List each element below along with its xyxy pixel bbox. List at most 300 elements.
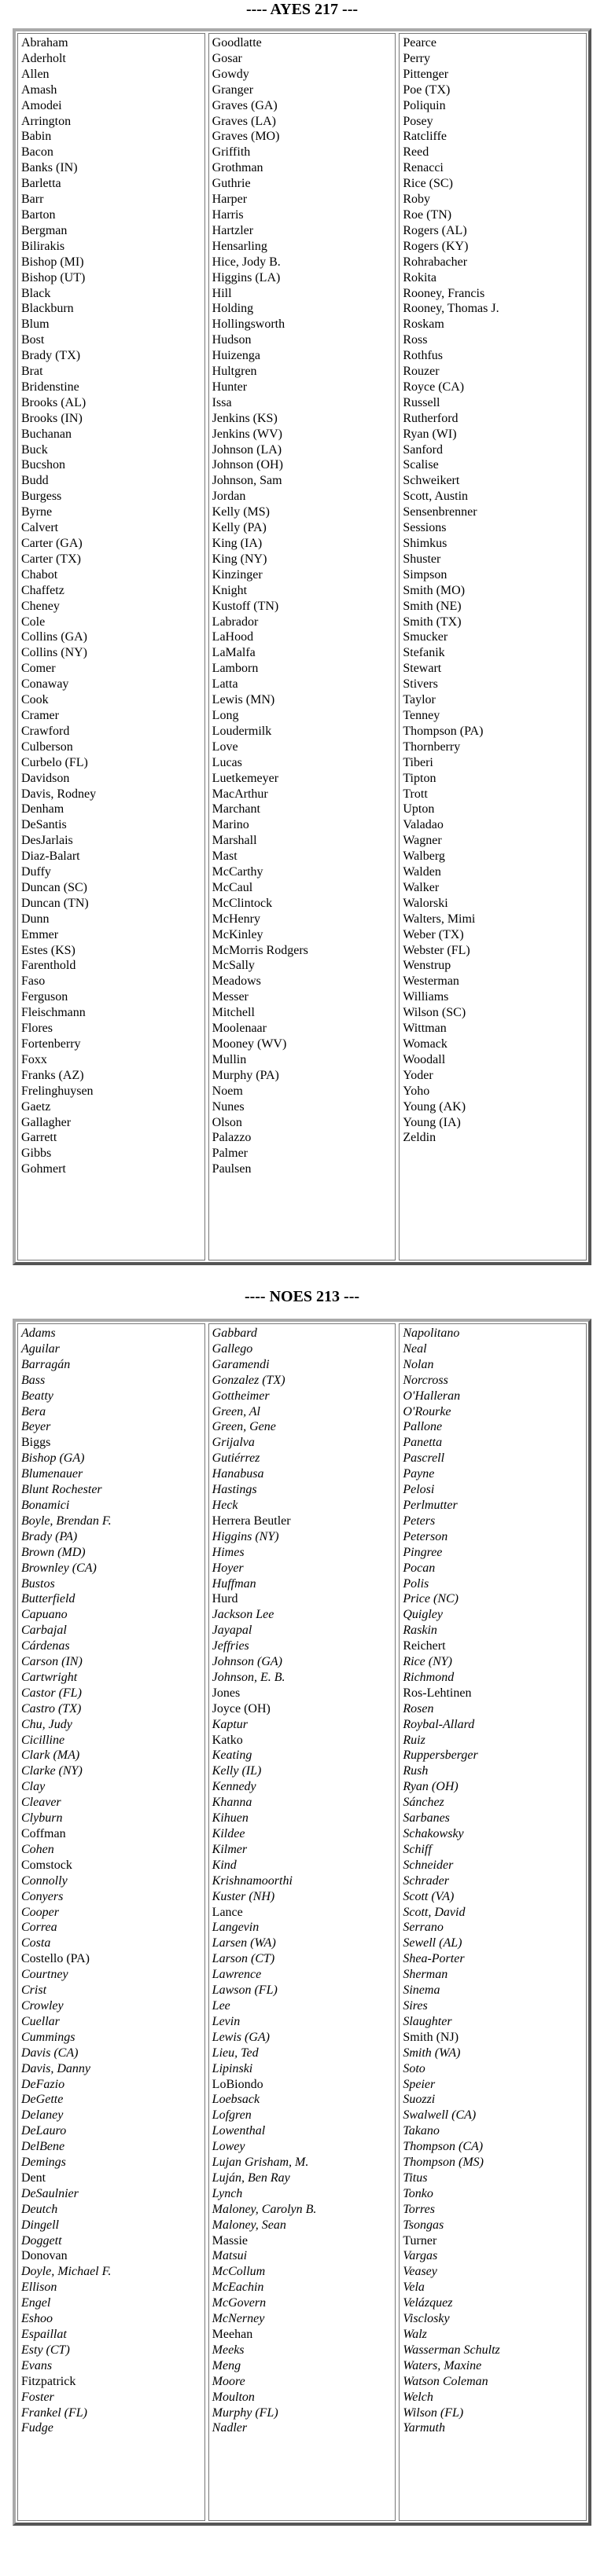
member-name: Brat: [21, 365, 43, 379]
member-name: Kuster (NH): [212, 1889, 275, 1903]
member-name: Khanna: [212, 1796, 252, 1810]
member-name: Luetkemeyer: [212, 771, 279, 785]
member-name: Guthrie: [212, 177, 251, 191]
member-name: Buchanan: [21, 427, 72, 441]
member-name: Schiff: [403, 1842, 432, 1856]
member-name: Blunt Rochester: [21, 1483, 102, 1497]
member-name: Granger: [212, 83, 254, 97]
member-name: Shuster: [403, 552, 441, 566]
member-name: Bacon: [21, 145, 53, 160]
member-name: Waters, Maxine: [403, 2358, 482, 2372]
member-name: Goodlatte: [212, 36, 262, 50]
member-name: Trott: [403, 787, 428, 801]
member-name: Estes (KS): [21, 943, 76, 957]
member-name: Weber (TX): [403, 927, 464, 941]
member-name: Kinzinger: [212, 567, 263, 582]
member-name: Graves (MO): [212, 130, 280, 144]
member-name: Hastings: [212, 1483, 257, 1497]
member-name: Dunn: [21, 912, 50, 926]
member-name: Marchant: [212, 802, 260, 816]
member-name: Curbelo (FL): [21, 755, 88, 769]
member-name: Titus: [403, 2171, 428, 2185]
member-name: Johnson (GA): [212, 1655, 282, 1669]
member-name: Kilmer: [212, 1842, 248, 1856]
member-name: Cleaver: [21, 1796, 61, 1810]
member-name: Kildee: [212, 1827, 245, 1840]
member-name: Garamendi: [212, 1357, 270, 1371]
member-name: Palazzo: [212, 1131, 252, 1145]
member-name: Tonko: [403, 2186, 433, 2200]
member-name: Coffman: [21, 1827, 66, 1840]
member-name: Bridenstine: [21, 380, 79, 394]
member-name: Taylor: [403, 693, 436, 707]
member-name: Wagner: [403, 834, 442, 848]
member-name: Johnson, E. B.: [212, 1670, 285, 1684]
member-name: Ferguson: [21, 990, 68, 1004]
member-name: Biggs: [21, 1436, 51, 1450]
member-name: Rice (NY): [403, 1655, 452, 1669]
member-name: Shea-Porter: [403, 1952, 465, 1966]
member-name: Pelosi: [403, 1483, 435, 1497]
member-name: Hice, Jody B.: [212, 255, 281, 269]
member-name: Issa: [212, 395, 232, 409]
member-name: Sessions: [403, 521, 447, 535]
member-name: Rice (SC): [403, 177, 453, 191]
member-name: Sanford: [403, 442, 443, 457]
member-name: Carson (IN): [21, 1655, 83, 1669]
member-name: Gaetz: [21, 1099, 51, 1114]
member-name: Abraham: [21, 36, 68, 50]
member-name: Diaz-Balart: [21, 849, 80, 864]
member-name: Valadao: [403, 818, 444, 832]
member-name: Rooney, Francis: [403, 286, 485, 300]
member-name: Pocan: [403, 1561, 436, 1575]
member-name: Lieu, Ted: [212, 2046, 259, 2060]
member-name: Emmer: [21, 927, 59, 941]
member-name: Payne: [403, 1467, 435, 1481]
member-name: Brady (TX): [21, 349, 81, 363]
member-name: Swalwell (CA): [403, 2108, 477, 2123]
member-name: Gosar: [212, 51, 242, 65]
member-name: Hill: [212, 286, 232, 300]
member-name: Wilson (FL): [403, 2405, 464, 2420]
member-name: Rush: [403, 1764, 429, 1778]
member-name: Mullin: [212, 1052, 247, 1066]
member-name: Cárdenas: [21, 1639, 70, 1653]
member-name: Lamborn: [212, 662, 259, 676]
member-name: Cicilline: [21, 1733, 65, 1747]
member-name: Clay: [21, 1780, 46, 1794]
member-name: Ruppersberger: [403, 1749, 478, 1763]
member-name: Thompson (PA): [403, 724, 484, 738]
member-name: Walberg: [403, 849, 445, 864]
member-name: Crowley: [21, 1998, 64, 2013]
member-name: Bucshon: [21, 458, 65, 472]
member-name: Vargas: [403, 2249, 438, 2263]
member-name: Lawrence: [212, 1968, 262, 1982]
member-name: Ratcliffe: [403, 130, 447, 144]
member-name: Brown (MD): [21, 1545, 86, 1559]
member-name: Lujan Grisham, M.: [212, 2156, 309, 2170]
member-name: Williams: [403, 990, 449, 1004]
member-name: Velázquez: [403, 2296, 453, 2310]
member-name: Luján, Ben Ray: [212, 2171, 290, 2185]
member-name: Gottheimer: [212, 1389, 270, 1403]
member-name: Green, Al: [212, 1404, 260, 1418]
member-name: Cummings: [21, 2030, 76, 2044]
member-name: Meeks: [212, 2343, 245, 2357]
member-name: Blumenauer: [21, 1467, 83, 1481]
member-name: Cohen: [21, 1842, 54, 1856]
member-name: Hunter: [212, 380, 248, 394]
member-name: Calvert: [21, 521, 59, 535]
member-name: Donovan: [21, 2249, 68, 2263]
member-name: MacArthur: [212, 787, 268, 801]
member-name: Loudermilk: [212, 724, 272, 738]
ayes-heading: ---- AYES 217 ---: [245, 1, 359, 18]
member-name: O'Rourke: [403, 1404, 451, 1418]
member-name: Wittman: [403, 1022, 447, 1036]
member-name: Hurd: [212, 1592, 238, 1606]
member-name: Napolitano: [403, 1327, 460, 1340]
member-name: Beatty: [21, 1389, 53, 1403]
noes-heading: ---- NOES 213 ---: [244, 1288, 360, 1305]
member-name: Jordan: [212, 490, 246, 504]
member-name: Watson Coleman: [403, 2374, 488, 2388]
member-name: DesJarlais: [21, 834, 73, 848]
member-name: Harris: [212, 207, 244, 222]
member-name: Moolenaar: [212, 1022, 267, 1036]
member-name: Graves (GA): [212, 98, 278, 112]
member-name: Huffman: [212, 1576, 256, 1591]
member-name: Latta: [212, 677, 238, 692]
member-name: Larson (CT): [212, 1952, 275, 1966]
member-name: Aderholt: [21, 51, 66, 65]
member-name: Meadows: [212, 974, 261, 989]
member-name: Carter (GA): [21, 537, 83, 550]
member-name: Collins (GA): [21, 630, 87, 644]
member-name: Katko: [212, 1733, 243, 1747]
member-name: Stewart: [403, 662, 442, 676]
member-name: Kustoff (TN): [212, 599, 279, 613]
member-name: Jenkins (KS): [212, 411, 278, 425]
member-name: Rokita: [403, 270, 437, 284]
member-name: Visclosky: [403, 2312, 450, 2326]
member-name: Gowdy: [212, 67, 249, 81]
member-name: Cramer: [21, 708, 59, 722]
member-name: Sires: [403, 1998, 428, 2013]
noes-table: [13, 1319, 591, 2526]
member-name: Chaffetz: [21, 583, 64, 597]
member-name: Vela: [403, 2281, 425, 2295]
member-name: Lowenthal: [212, 2124, 266, 2138]
member-name: Hoyer: [212, 1561, 244, 1575]
member-name: McNerney: [212, 2312, 265, 2326]
member-name: Barletta: [21, 177, 61, 191]
member-name: Smith (WA): [403, 2046, 461, 2060]
member-name: Higgins (LA): [212, 270, 281, 284]
member-name: Brady (PA): [21, 1529, 78, 1543]
member-name: Blum: [21, 317, 50, 332]
member-name: Schneider: [403, 1858, 454, 1872]
member-name: Lipinski: [212, 2061, 253, 2075]
member-name: Tenney: [403, 708, 440, 722]
member-name: Barr: [21, 193, 44, 207]
member-name: Scalise: [403, 458, 439, 472]
member-name: Burgess: [21, 490, 62, 504]
member-name: Marino: [212, 818, 249, 832]
member-name: Maloney, Sean: [212, 2218, 286, 2232]
member-name: Smith (TX): [403, 615, 462, 629]
member-name: Meehan: [212, 2328, 253, 2341]
member-name: Dent: [21, 2171, 46, 2185]
member-name: Clark (MA): [21, 1749, 80, 1763]
member-name: Bustos: [21, 1576, 55, 1591]
member-name: Cuellar: [21, 2014, 60, 2028]
member-name: Mitchell: [212, 1006, 255, 1020]
member-name: Bera: [21, 1404, 46, 1418]
member-name: LoBiondo: [212, 2077, 263, 2091]
member-name: Graves (LA): [212, 114, 276, 128]
member-name: Roe (TN): [403, 207, 452, 222]
member-name: Smith (NJ): [403, 2030, 459, 2044]
member-name: Castro (TX): [21, 1701, 82, 1715]
member-name: DeLauro: [21, 2124, 67, 2138]
member-name: Wenstrup: [403, 959, 451, 973]
member-name: Scott (VA): [403, 1889, 455, 1903]
member-name: Renacci: [403, 161, 444, 175]
member-name: Huizenga: [212, 349, 260, 363]
member-name: Lofgren: [212, 2108, 252, 2123]
member-name: Russell: [403, 395, 440, 409]
member-name: Davis (CA): [21, 2046, 79, 2060]
member-name: Love: [212, 739, 238, 754]
member-name: Fitzpatrick: [21, 2374, 76, 2388]
member-name: Sherman: [403, 1968, 448, 1982]
member-name: Schakowsky: [403, 1827, 464, 1840]
member-name: Poe (TX): [403, 83, 451, 97]
member-name: Peters: [403, 1514, 436, 1528]
member-name: DeGette: [21, 2093, 64, 2107]
member-name: Herrera Beutler: [212, 1514, 291, 1528]
member-name: King (NY): [212, 552, 267, 566]
member-name: Doyle, Michael F.: [21, 2265, 112, 2279]
member-name: Raskin: [403, 1624, 437, 1638]
member-name: Mooney (WV): [212, 1037, 287, 1051]
member-name: Farenthold: [21, 959, 76, 973]
member-name: Panetta: [403, 1436, 443, 1450]
ayes-column-2: [208, 33, 396, 1260]
member-name: Duffy: [21, 865, 51, 879]
member-name: Foster: [21, 2390, 54, 2404]
ayes-column-1: [17, 33, 205, 1260]
member-name: Bishop (UT): [21, 270, 86, 284]
member-name: DeSantis: [21, 818, 67, 832]
member-name: Rogers (KY): [403, 239, 469, 253]
member-name: Walters, Mimi: [403, 912, 476, 926]
member-name: Murphy (PA): [212, 1068, 279, 1082]
member-name: Cartwright: [21, 1670, 78, 1684]
member-name: Matsui: [212, 2249, 248, 2263]
member-name: Krishnamoorthi: [212, 1873, 293, 1888]
member-name: Tiberi: [403, 755, 433, 769]
member-name: Turner: [403, 2233, 437, 2248]
member-name: Bilirakis: [21, 239, 65, 253]
member-name: Polis: [403, 1576, 429, 1591]
member-name: Ellison: [21, 2281, 57, 2295]
member-name: Grothman: [212, 161, 263, 175]
member-name: Smith (MO): [403, 583, 466, 597]
member-name: Holding: [212, 302, 254, 316]
member-name: Gibbs: [21, 1147, 52, 1161]
member-name: Labrador: [212, 615, 259, 629]
member-name: Hartzler: [212, 223, 254, 237]
member-name: Barragán: [21, 1357, 71, 1371]
member-name: Carbajal: [21, 1624, 67, 1638]
member-name: Chabot: [21, 567, 58, 582]
member-name: Kelly (IL): [212, 1764, 262, 1778]
member-name: Cole: [21, 615, 46, 629]
member-name: Pittenger: [403, 67, 449, 81]
member-name: Adams: [21, 1327, 56, 1340]
noes-column-1: [17, 1323, 205, 2521]
member-name: Courtney: [21, 1968, 68, 1982]
member-name: Young (AK): [403, 1099, 466, 1114]
ayes-column-3: [399, 33, 587, 1260]
member-name: Sánchez: [403, 1796, 444, 1810]
member-name: Gallagher: [21, 1115, 72, 1129]
member-name: Speier: [403, 2077, 436, 2091]
member-name: Rohrabacher: [403, 255, 468, 269]
member-name: Schweikert: [403, 474, 460, 488]
member-name: Chu, Judy: [21, 1717, 72, 1731]
member-name: Costello (PA): [21, 1952, 90, 1966]
member-name: Moore: [212, 2374, 245, 2388]
member-name: LaMalfa: [212, 646, 256, 660]
member-name: Walden: [403, 865, 441, 879]
member-name: Franks (AZ): [21, 1068, 84, 1082]
member-name: Dingell: [21, 2218, 59, 2232]
member-name: Thornberry: [403, 739, 461, 754]
member-name: Babin: [21, 130, 52, 144]
member-name: Castor (FL): [21, 1686, 82, 1700]
member-name: Boyle, Brendan F.: [21, 1514, 112, 1528]
member-name: Roskam: [403, 317, 444, 332]
member-name: Comstock: [21, 1858, 72, 1872]
member-name: Davis, Danny: [21, 2061, 90, 2075]
member-name: Torres: [403, 2202, 435, 2216]
member-name: Brownley (CA): [21, 1561, 97, 1575]
member-name: Takano: [403, 2124, 440, 2138]
member-name: Black: [21, 286, 51, 300]
member-name: Yoho: [403, 1084, 430, 1098]
member-name: Johnson (LA): [212, 442, 282, 457]
member-name: O'Halleran: [403, 1389, 461, 1403]
member-name: Shimkus: [403, 537, 447, 550]
member-name: Cook: [21, 693, 49, 707]
member-name: Perry: [403, 51, 430, 65]
member-name: Arrington: [21, 114, 72, 128]
member-name: McCaul: [212, 880, 253, 894]
member-name: Quigley: [403, 1608, 443, 1622]
member-name: Doggett: [21, 2233, 62, 2248]
member-name: Bishop (GA): [21, 1451, 85, 1466]
member-name: Roby: [403, 193, 431, 207]
member-name: Pascrell: [403, 1451, 445, 1466]
member-name: Cheney: [21, 599, 60, 613]
member-name: Neal: [403, 1341, 427, 1356]
member-name: Westerman: [403, 974, 459, 989]
member-name: Yarmuth: [403, 2421, 445, 2435]
member-name: Hanabusa: [212, 1467, 264, 1481]
member-name: McMorris Rodgers: [212, 943, 308, 957]
member-name: Nunes: [212, 1099, 245, 1114]
member-name: Jeffries: [212, 1639, 249, 1653]
member-name: Bass: [21, 1373, 46, 1387]
member-name: Allen: [21, 67, 50, 81]
member-name: Davis, Rodney: [21, 787, 97, 801]
member-name: Simpson: [403, 567, 447, 582]
member-name: Gonzalez (TX): [212, 1373, 285, 1387]
member-name: McCarthy: [212, 865, 263, 879]
member-name: Moulton: [212, 2390, 255, 2404]
member-name: Webster (FL): [403, 943, 470, 957]
member-name: Roybal-Allard: [403, 1717, 475, 1731]
member-name: Amodei: [21, 98, 62, 112]
member-name: Clyburn: [21, 1811, 63, 1826]
member-name: Hensarling: [212, 239, 267, 253]
member-name: Aguilar: [21, 1341, 60, 1356]
member-name: Ryan (OH): [403, 1780, 459, 1794]
member-name: Kaptur: [212, 1717, 249, 1731]
member-name: Wilson (SC): [403, 1006, 466, 1020]
member-name: Costa: [21, 1936, 51, 1950]
member-name: McEachin: [212, 2281, 264, 2295]
member-name: Conaway: [21, 677, 69, 692]
member-name: Sinema: [403, 1983, 440, 1998]
member-name: Murphy (FL): [212, 2405, 278, 2420]
member-name: Heck: [212, 1498, 238, 1512]
member-name: Smith (NE): [403, 599, 462, 613]
member-name: Duncan (SC): [21, 880, 87, 894]
member-name: Sarbanes: [403, 1811, 450, 1826]
member-name: McSally: [212, 959, 255, 973]
member-name: Ros-Lehtinen: [403, 1686, 472, 1700]
member-name: Scott, Austin: [403, 490, 469, 504]
member-name: Lawson (FL): [212, 1983, 278, 1998]
member-name: Fortenberry: [21, 1037, 81, 1051]
member-name: Joyce (OH): [212, 1701, 271, 1715]
member-name: Johnson, Sam: [212, 474, 282, 488]
member-name: DelBene: [21, 2140, 65, 2154]
member-name: Kelly (MS): [212, 505, 270, 519]
noes-column-3: [399, 1323, 587, 2521]
member-name: Paulsen: [212, 1162, 252, 1176]
member-name: Long: [212, 708, 239, 722]
member-name: Nadler: [212, 2421, 248, 2435]
member-name: Espaillat: [21, 2328, 67, 2341]
member-name: Price (NC): [403, 1592, 459, 1606]
member-name: Posey: [403, 114, 433, 128]
member-name: Royce (CA): [403, 380, 465, 394]
member-name: Faso: [21, 974, 46, 989]
member-name: Bergman: [21, 223, 68, 237]
member-name: McKinley: [212, 927, 263, 941]
member-name: Rothfus: [403, 349, 444, 363]
member-name: Knight: [212, 583, 248, 597]
member-name: Brooks (IN): [21, 411, 83, 425]
member-name: Jackson Lee: [212, 1608, 274, 1622]
